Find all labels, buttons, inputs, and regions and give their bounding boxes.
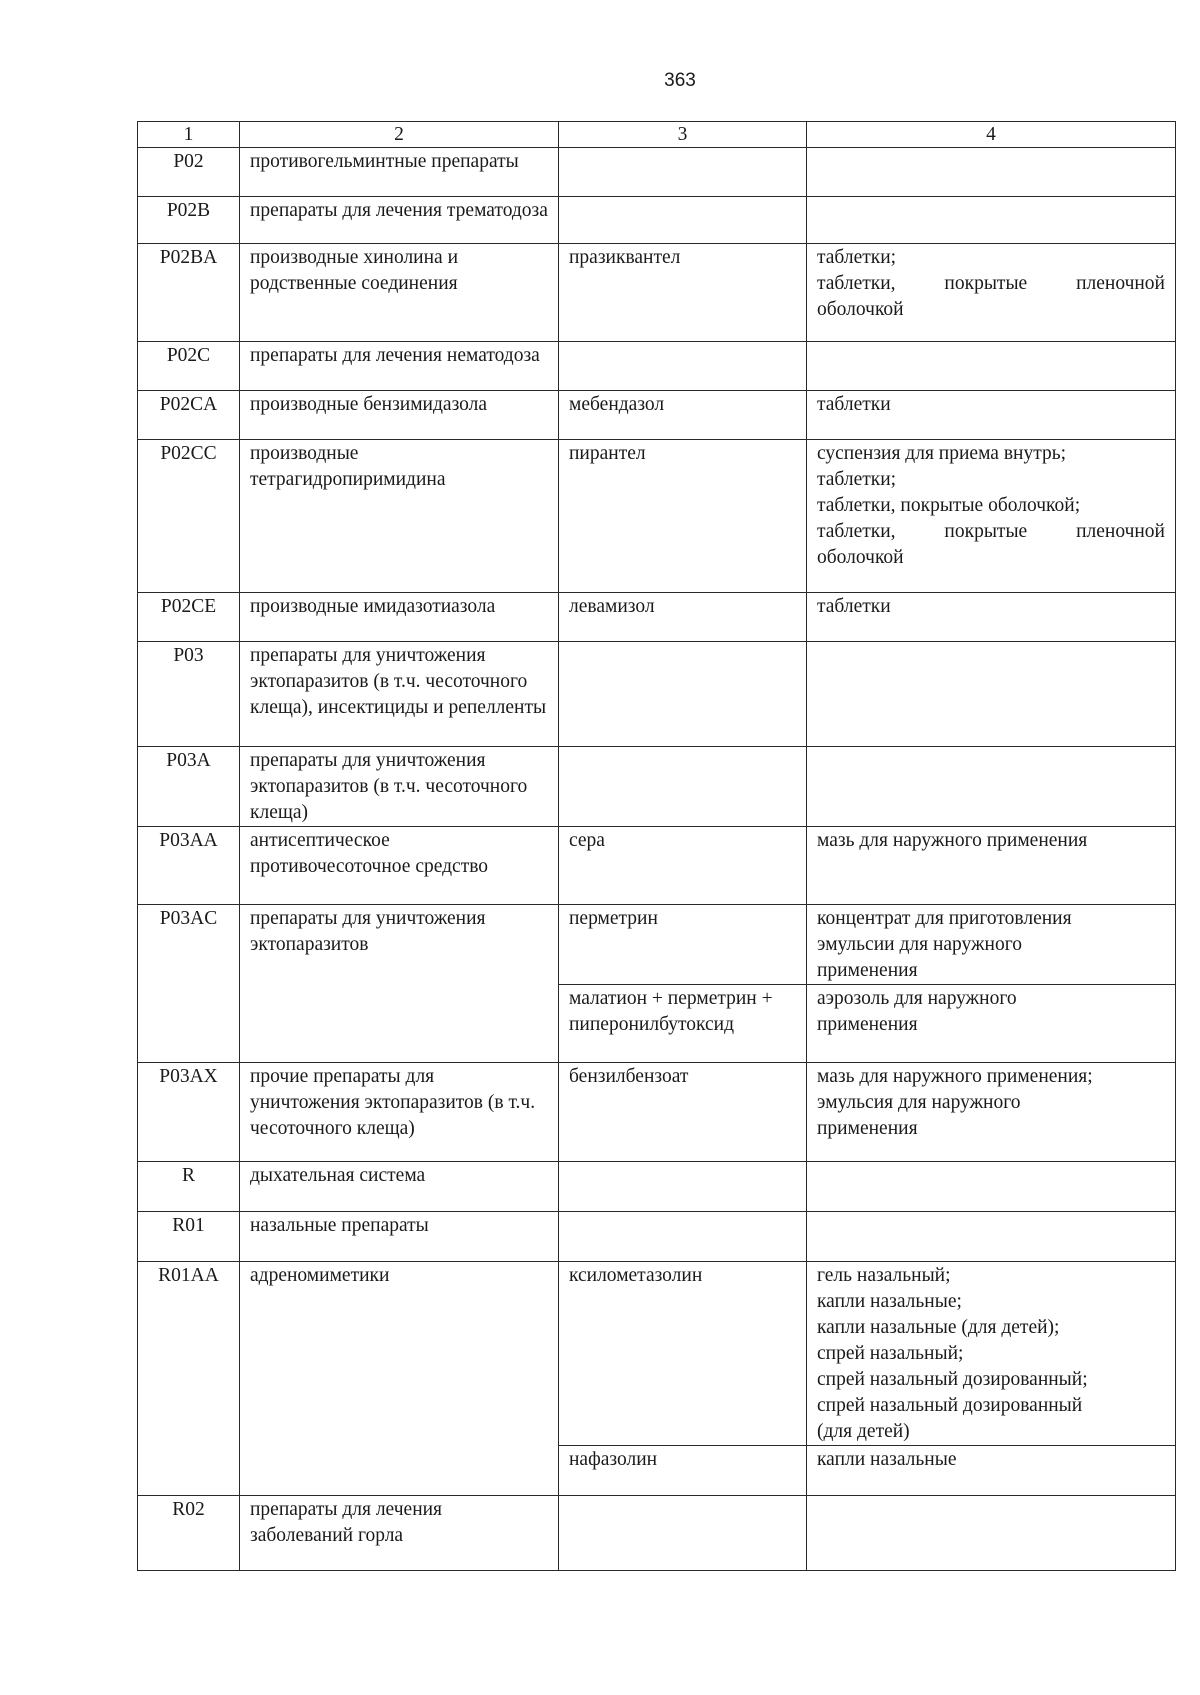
column-header: 4 bbox=[807, 122, 1176, 148]
drug-group: препараты для лечения трематодоза bbox=[240, 197, 559, 244]
drug-name: перметрин bbox=[559, 905, 807, 985]
dosage-form: таблетки, покрытые пленочной bbox=[817, 521, 1165, 542]
drug-group: прочие препараты для уничтожения эктопаразитов (в т.ч. чесоточного клеща) bbox=[240, 1063, 559, 1162]
atc-code: P02BA bbox=[138, 244, 240, 342]
dosage-form: эмульсии для наружного bbox=[817, 934, 1022, 955]
dosage-form: капли назальные; bbox=[817, 1291, 962, 1312]
dosage-forms bbox=[807, 148, 1176, 197]
dosage-form: таблетки, покрытые пленочной bbox=[817, 273, 1165, 294]
drug-group: производные хинолина и родственные соединения bbox=[240, 244, 559, 342]
dosage-form: применения bbox=[817, 960, 918, 981]
table-row bbox=[138, 1063, 1176, 1162]
table-row bbox=[138, 1212, 1176, 1262]
drug-group: производные имидазотиазола bbox=[240, 593, 559, 642]
dosage-form: спрей назальный дозированный; bbox=[817, 1369, 1088, 1390]
drug-group: препараты для лечения нематодоза bbox=[240, 342, 559, 391]
table-row bbox=[138, 1262, 1176, 1446]
drug-group: дыхательная система bbox=[240, 1162, 559, 1212]
dosage-form: гель назальный; bbox=[817, 1265, 951, 1286]
drug-name bbox=[559, 747, 807, 827]
dosage-forms bbox=[807, 1212, 1176, 1262]
drug-table bbox=[137, 121, 1176, 1571]
dosage-forms bbox=[807, 197, 1176, 244]
dosage-form: спрей назальный дозированный bbox=[817, 1395, 1083, 1416]
dosage-form: таблетки bbox=[817, 596, 891, 617]
column-header: 3 bbox=[559, 122, 807, 148]
dosage-form: спрей назальный; bbox=[817, 1343, 964, 1364]
drug-group: препараты для уничтожения эктопаразитов (в т.ч. чесоточного клеща), инсектициды и репелленты bbox=[240, 642, 559, 747]
column-header: 2 bbox=[240, 122, 559, 148]
atc-code: P03AA bbox=[138, 827, 240, 905]
drug-group: назальные препараты bbox=[240, 1212, 559, 1262]
drug-group: адреномиметики bbox=[240, 1262, 559, 1496]
drug-name: левамизол bbox=[559, 593, 807, 642]
dosage-form: аэрозоль для наружного bbox=[817, 988, 1017, 1009]
table-row bbox=[138, 642, 1176, 747]
dosage-forms bbox=[807, 827, 1176, 905]
dosage-forms bbox=[807, 391, 1176, 440]
dosage-form: таблетки; bbox=[817, 247, 897, 268]
dosage-form: (для детей) bbox=[817, 1421, 910, 1442]
dosage-form: мазь для наружного применения bbox=[817, 830, 1088, 851]
dosage-forms bbox=[807, 985, 1176, 1063]
dosage-form: эмульсия для наружного bbox=[817, 1092, 1021, 1113]
drug-name bbox=[559, 1496, 807, 1571]
drug-name: малатион + перметрин + пиперонилбутоксид bbox=[559, 985, 807, 1063]
atc-code: P02B bbox=[138, 197, 240, 244]
table-header-row bbox=[138, 122, 1176, 148]
dosage-form: таблетки bbox=[817, 394, 891, 415]
table-row bbox=[138, 244, 1176, 342]
drug-name: нафазолин bbox=[559, 1446, 807, 1496]
dosage-forms bbox=[807, 440, 1176, 593]
dosage-forms bbox=[807, 905, 1176, 985]
drug-name bbox=[559, 1162, 807, 1212]
drug-group: препараты для уничтожения эктопаразитов bbox=[240, 905, 559, 1063]
atc-code: R01AA bbox=[138, 1262, 240, 1496]
table-row bbox=[138, 1162, 1176, 1212]
atc-code: R02 bbox=[138, 1496, 240, 1571]
table-row bbox=[138, 148, 1176, 197]
table-row bbox=[138, 747, 1176, 827]
table-row bbox=[138, 342, 1176, 391]
drug-name bbox=[559, 197, 807, 244]
dosage-form: оболочкой bbox=[817, 547, 904, 568]
page-number: 363 bbox=[664, 70, 696, 91]
dosage-form: капли назальные bbox=[817, 1449, 957, 1470]
dosage-form: концентрат для приготовления bbox=[817, 908, 1072, 929]
dosage-forms bbox=[807, 747, 1176, 827]
drug-name: мебендазол bbox=[559, 391, 807, 440]
dosage-forms bbox=[807, 244, 1176, 342]
drug-name: сера bbox=[559, 827, 807, 905]
table-row bbox=[138, 905, 1176, 985]
atc-code: P03AX bbox=[138, 1063, 240, 1162]
atc-code: P03AC bbox=[138, 905, 240, 1063]
dosage-forms bbox=[807, 1063, 1176, 1162]
dosage-forms bbox=[807, 1496, 1176, 1571]
drug-name bbox=[559, 342, 807, 391]
dosage-form: таблетки, покрытые оболочкой; bbox=[817, 495, 1081, 516]
dosage-forms bbox=[807, 1162, 1176, 1212]
dosage-forms bbox=[807, 593, 1176, 642]
atc-code: R bbox=[138, 1162, 240, 1212]
drug-name bbox=[559, 1212, 807, 1262]
drug-group: производные бензимидазола bbox=[240, 391, 559, 440]
dosage-forms bbox=[807, 642, 1176, 747]
drug-name: ксилометазолин bbox=[559, 1262, 807, 1446]
drug-name: бензилбензоат bbox=[559, 1063, 807, 1162]
atc-code: P02C bbox=[138, 342, 240, 391]
drug-group: противогельминтные препараты bbox=[240, 148, 559, 197]
drug-group: производные тетрагидропиримидина bbox=[240, 440, 559, 593]
table-row bbox=[138, 1496, 1176, 1571]
column-header: 1 bbox=[138, 122, 240, 148]
atc-code: P03 bbox=[138, 642, 240, 747]
table-row bbox=[138, 391, 1176, 440]
drug-name: пирантел bbox=[559, 440, 807, 593]
dosage-form: суспензия для приема внутрь; bbox=[817, 443, 1067, 464]
atc-code: P02CE bbox=[138, 593, 240, 642]
drug-group: антисептическое противочесоточное средство bbox=[240, 827, 559, 905]
atc-code: R01 bbox=[138, 1212, 240, 1262]
dosage-forms bbox=[807, 1446, 1176, 1496]
dosage-form: применения bbox=[817, 1014, 918, 1035]
drug-name bbox=[559, 148, 807, 197]
dosage-forms bbox=[807, 1262, 1176, 1446]
atc-code: P02 bbox=[138, 148, 240, 197]
drug-group: препараты для лечения заболеваний горла bbox=[240, 1496, 559, 1571]
dosage-form: мазь для наружного применения; bbox=[817, 1066, 1093, 1087]
dosage-form: применения bbox=[817, 1118, 918, 1139]
atc-code: P03A bbox=[138, 747, 240, 827]
drug-group: препараты для уничтожения эктопаразитов (в т.ч. чесоточного клеща) bbox=[240, 747, 559, 827]
atc-code: P02CA bbox=[138, 391, 240, 440]
table-row bbox=[138, 197, 1176, 244]
dosage-form: оболочкой bbox=[817, 299, 904, 320]
dosage-form: капли назальные (для детей); bbox=[817, 1317, 1060, 1338]
atc-code: P02CC bbox=[138, 440, 240, 593]
table-row bbox=[138, 827, 1176, 905]
table-row bbox=[138, 440, 1176, 593]
drug-name bbox=[559, 642, 807, 747]
dosage-forms bbox=[807, 342, 1176, 391]
drug-name: празиквантел bbox=[559, 244, 807, 342]
dosage-form: таблетки; bbox=[817, 469, 897, 490]
table-row bbox=[138, 593, 1176, 642]
